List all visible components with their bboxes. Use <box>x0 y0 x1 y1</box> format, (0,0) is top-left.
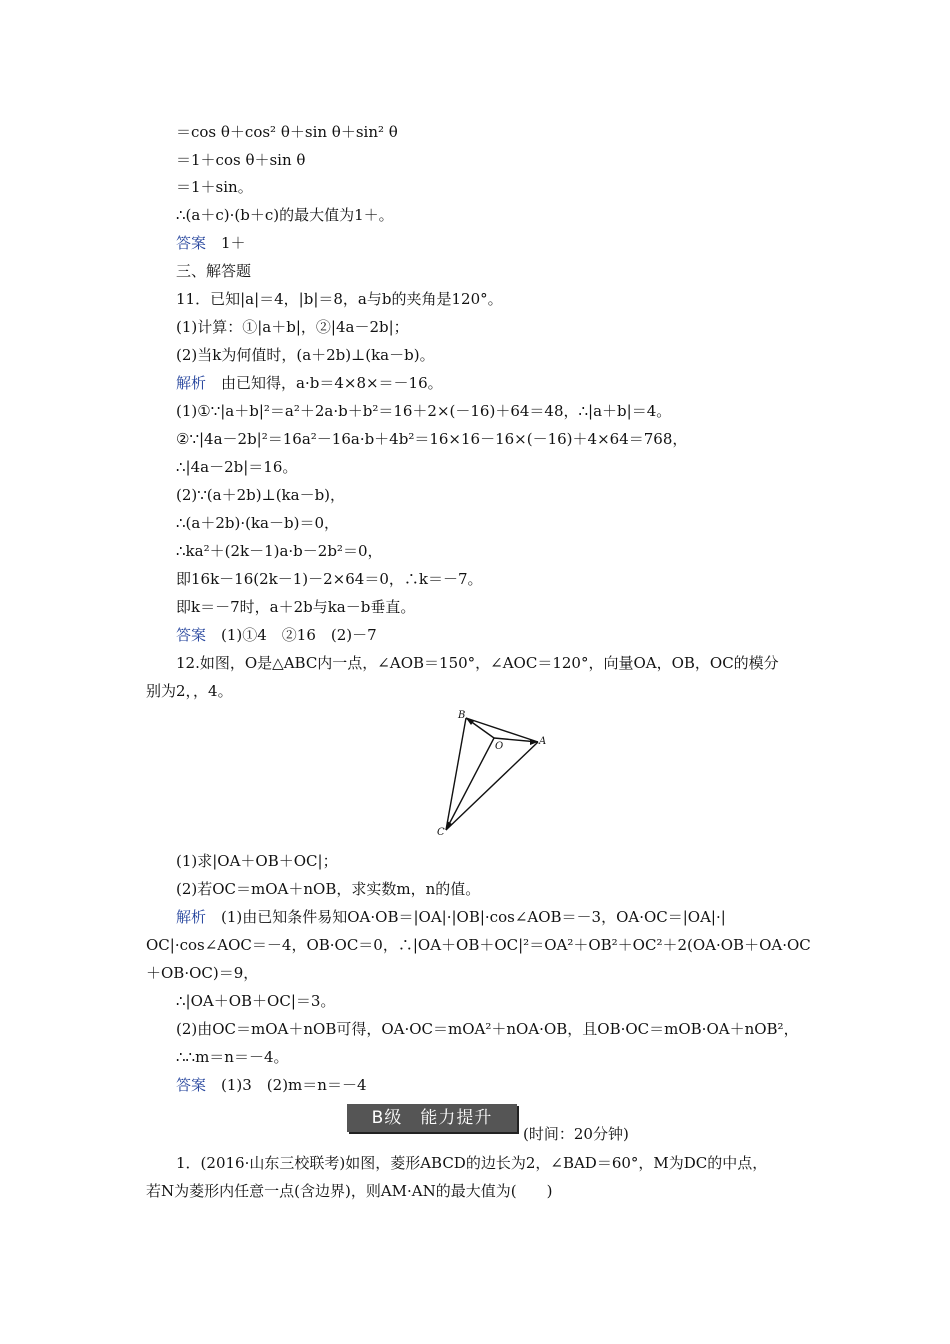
section-banner: B级 能力提升 <box>347 1104 517 1132</box>
label-tag: 解析 <box>176 374 207 392</box>
label-tag: 答案 <box>176 1076 207 1094</box>
text-line: ＝1＋sin。 <box>176 178 253 196</box>
answer-line: 答案 (1)3 (2)m＝n＝－4 <box>176 1076 367 1094</box>
text-line: ∴|4a－2b|＝16。 <box>176 458 298 476</box>
text-line: (1)①∵|a＋b|²＝a²＋2a·b＋b²＝16＋2×(－16)＋64＝48，∴|a＋b|＝4。 <box>176 402 672 420</box>
text-line: ＝cos θ＋cos² θ＋sin θ＋sin² θ <box>176 123 398 141</box>
point-label-b: B <box>458 710 466 721</box>
text-line: ＋OB·OC)＝9， <box>146 964 259 982</box>
text-line: 别为2，，4。 <box>146 682 233 700</box>
text-line: ∴(a＋c)·(b＋c)的最大值为1＋。 <box>176 206 394 224</box>
answer-line: 答案 1＋ <box>176 234 246 252</box>
text-line: ∴|OA＋OB＋OC|＝3。 <box>176 992 336 1010</box>
question-11: 11．已知|a|＝4，|b|＝8，a与b的夹角是120°。 <box>176 290 503 308</box>
text-line: (1)求|OA＋OB＋OC|； <box>176 852 338 870</box>
point-label-c: C <box>437 827 445 838</box>
text-line: 即k＝－7时，a＋2b与ka－b垂直。 <box>176 598 416 616</box>
text-line: ∴ka²＋(2k－1)a·b－2b²＝0， <box>176 542 383 560</box>
text-line: ②∵|4a－2b|²＝16a²－16a·b＋4b²＝16×16－16×(－16)＋4×64＝768， <box>176 430 688 448</box>
text-line: 若N为菱形内任意一点(含边界)，则AM·AN的最大值为( ) <box>146 1182 553 1200</box>
text-line: (2)∵(a＋2b)⊥(ka－b)， <box>176 486 346 504</box>
text-line: ∴∴m＝n＝－4。 <box>176 1048 289 1066</box>
label-tag: 解析 <box>176 908 207 926</box>
section-time: (时间：20分钟) <box>523 1125 629 1143</box>
text-line: (1)计算：①|a＋b|，②|4a－2b|； <box>176 318 409 336</box>
triangle-figure <box>432 708 552 838</box>
label-tag: 答案 <box>176 626 207 644</box>
point-label-a: A <box>539 736 547 747</box>
question-b1: 1．(2016·山东三校联考)如图，菱形ABCD的边长为2，∠BAD＝60°，M为DC的中点， <box>176 1154 768 1172</box>
text-line: (2)若OC＝mOA＋nOB，求实数m，n的值。 <box>176 880 481 898</box>
analysis-line: 解析 由已知得，a·b＝4×8×＝－16。 <box>176 374 443 392</box>
text-line: ∴(a＋2b)·(ka－b)＝0， <box>176 514 339 532</box>
answer-line: 答案 (1)①4 ②16 (2)－7 <box>176 626 377 644</box>
text-line: (2)由OC＝mOA＋nOB可得，OA·OC＝mOA²＋nOA·OB，且OB·OC＝mOB·OA＋nOB²， <box>176 1020 799 1038</box>
text-line: ＝1＋cos θ＋sin θ <box>176 151 306 169</box>
text-line: (2)当k为何值时，(a＋2b)⊥(ka－b)。 <box>176 346 435 364</box>
vector-oc <box>446 738 494 830</box>
section-heading: 三、解答题 <box>176 262 252 280</box>
point-label-o: O <box>495 741 504 752</box>
question-12: 12.如图，O是△ABC内一点，∠AOB＝150°，∠AOC＝120°，向量OA，OB，OC的模分 <box>176 654 779 672</box>
text-line: 即16k－16(2k－1)－2×64＝0，∴k＝－7。 <box>176 570 483 588</box>
text-line: OC|·cos∠AOC＝－4，OB·OC＝0，∴|OA＋OB＋OC|²＝OA²＋OB²＋OC²＋2(OA·OB＋OA·OC <box>146 936 811 954</box>
analysis-line: 解析 (1)由已知条件易知OA·OB＝|OA|·|OB|·cos∠AOB＝－3，OA·OC＝|OA|·| <box>176 908 726 926</box>
label-tag: 答案 <box>176 234 207 252</box>
